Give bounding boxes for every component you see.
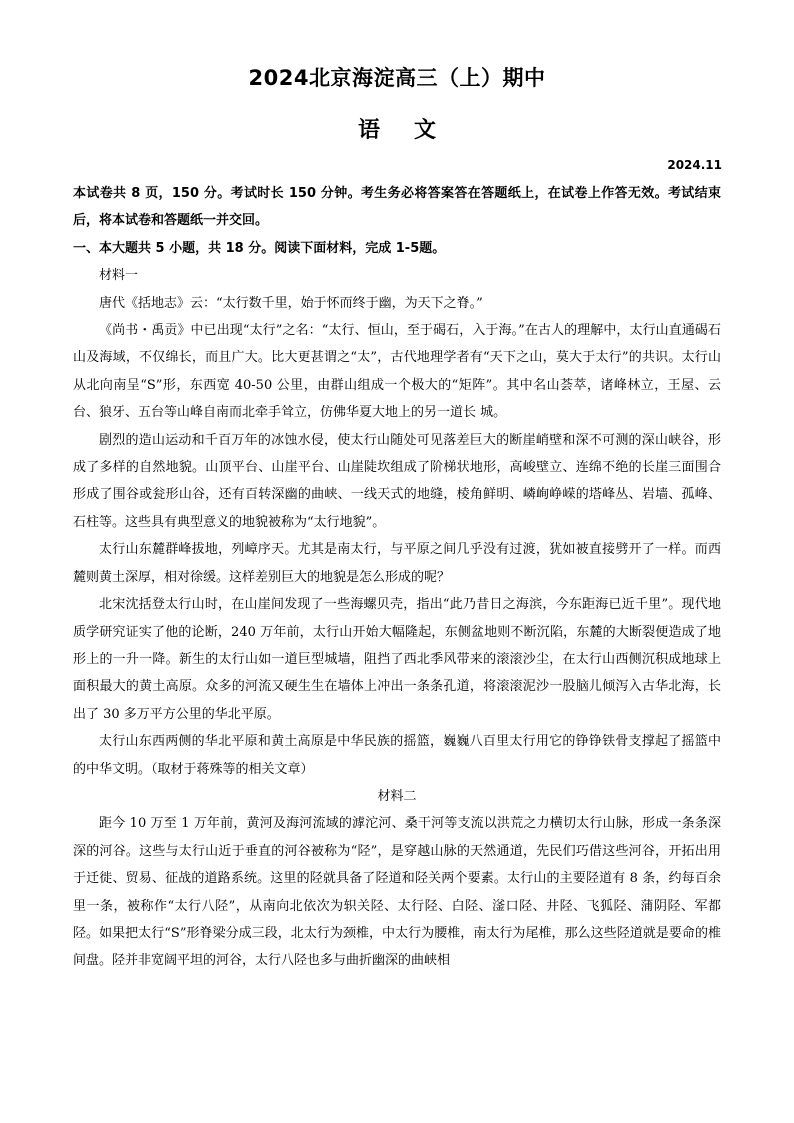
material-1-paragraph: 北宋沈括登太行山时，在山崖间发现了一些海螺贝壳，指出“此乃昔日之海滨，今东距海已近千里”。现代地质学研究证实了他的论断，240 万年前，太行山开始大幅隆起，东侧盆地则不断沉陷，东麓的大断裂便造成了地形上的一升一降。新生的太行山如一道巨型城墙，阻挡了西北季风带来的滚滚沙尘，在太行山西侧沉积成地球上面积最大的黄土高原。众多的河流又硬生生在墙体上冲出一条条孔道，将滚滚泥沙一股脑儿倾泻入古华北海，长出了 30 多万平方公里的华北平原。 — [73, 597, 721, 722]
material-1-paragraph: 太行山东麓群峰拔地，列嶂序天。尤其是南太行，与平原之间几乎没有过渡，犹如被直接劈开了一样。而西麓则黄土深厚，相对徐缓。这样差别巨大的地貌是怎么形成的呢？ — [73, 542, 721, 585]
material-1-paragraph: 剧烈的造山运动和千百万年的冰蚀水侵，使太行山随处可见落差巨大的断崖峭壁和深不可测的深山峡谷，形成了多样的自然地貌。山顶平台、山崖平台、山崖陡坎组成了阶梯状地形，高峻壁立、连绵不绝的长崖三面围合形成了围谷或瓮形山谷，还有百转深幽的曲峡、一线天式的地缝，棱角鲜明、嶙峋峥嵘的塔峰丛、岩墙、孤峰、石柱等。这些具有典型意义的地貌被称为“太行地貌”。 — [73, 432, 721, 530]
page-title: 2024北京海淀高三（上）期中 — [248, 66, 546, 90]
material-1-paragraph: 太行山东西两侧的华北平原和黄土高原是中华民族的摇篮，巍巍八百里太行用它的铮铮铁骨支撑起了摇篮中的中华文明。（取材于蒋殊等的相关文章） — [73, 734, 721, 777]
material-1-label: 材料一 — [99, 268, 139, 284]
material-1-paragraph: 唐代《括地志》云：“太行数千里，始于怀而终于幽，为天下之脊。” — [99, 295, 483, 311]
instructions: 本试卷共 8 页，150 分。考试时长 150 分钟。考生务必将答案答在答题纸上，在试卷上作答无效。考试结束后，将本试卷和答题纸一并交回。 — [73, 186, 721, 229]
section-heading: 一、本大题共 5 小题，共 18 分。阅读下面材料，完成 1-5题。 — [73, 240, 446, 256]
exam-date: 2024.11 — [667, 158, 722, 172]
material-1-paragraph: 《尚书・禹贡》中已出现“太行”之名：“太行、恒山，至于碣石，入于海。”在古人的理解中，太行山直通碣石山及海域，不仅绵长，而且广大。比大更甚谓之“太”，古代地理学者有“天下之山，莫大于太行”的共识。太行山从北向南呈“S”形，东西宽 40-50 公里，由群山组成一个极大的“矩阵”。其中名山荟萃，诸峰林立，王屋、云台、狼牙、五台等山峰自南而北牵手耸立，仿佛华夏大地上的另一道长 城。 — [73, 323, 721, 421]
material-2-label: 材料二 — [377, 788, 417, 804]
material-2-paragraph: 距今 10 万至 1 万年前，黄河及海河流域的滹沱河、桑干河等支流以洪荒之力横切太行山脉，形成一条条深深的河谷。这些与太行山近于垂直的河谷被称为“陉”，是穿越山脉的天然通道，先民们巧借这些河谷，开拓出用于迁徙、贸易、征战的道路系统。这里的陉就具备了陉道和陉关两个要素。太行山的主要陉道有 8 条，约每百余里一条，被称作“太行八陉”，从南向北依次为轵关陉、太行陉、白陉、滏口陉、井陉、飞狐陉、蒲阴陉、军都陉。如果把太行“S”形脊梁分成三段，北太行为颈椎，中太行为腰椎，南太行为尾椎，那么这些陉道就是要命的椎间盘。陉并非宽阔平坦的河谷，太行八陉也多与曲折幽深的曲峡相 — [73, 816, 721, 969]
document-body — [73, 180, 721, 975]
subject-title: 语文 — [357, 118, 470, 143]
